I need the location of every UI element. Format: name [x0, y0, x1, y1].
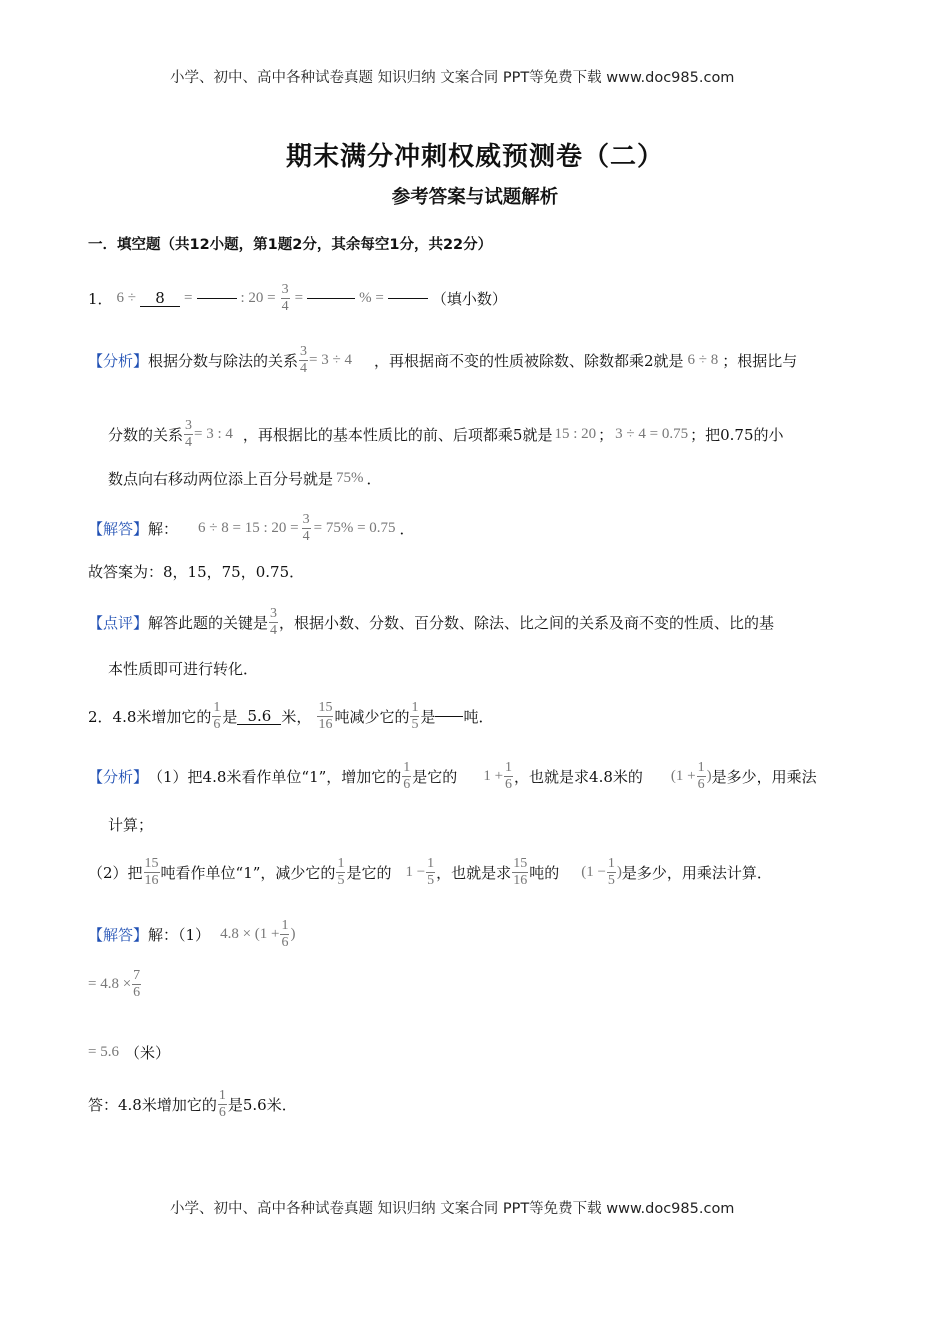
analysis-text: 是它的 — [346, 864, 392, 882]
fraction: $\frac{1}{5}$ — [607, 856, 615, 888]
solution-text: （米） — [124, 1044, 170, 1062]
fraction: $\frac{3}{4}$ — [281, 282, 289, 314]
q1-solution — [88, 512, 415, 545]
math-expression: % = — [359, 290, 384, 306]
page-footer: 小学、初中、高中各种试卷真题 知识归纳 文案合同 PPT等免费下载 www.doc985.com — [170, 1201, 735, 1217]
solution-tag: 【解答】 — [88, 520, 149, 538]
answer-blank — [435, 716, 463, 717]
question-text: 是 — [420, 708, 436, 726]
math-expression: = 3 ÷ 4 — [309, 352, 352, 368]
answer-text: 答：4.8米增加它的 — [88, 1096, 217, 1114]
answer-blank — [307, 298, 355, 299]
math-expression: (1 − — [581, 864, 606, 880]
analysis-text: ，也就是求4.8米的 — [514, 768, 643, 786]
q1-analysis-line-1 — [88, 344, 797, 377]
solution-text: 解：（1） — [148, 926, 211, 944]
fraction: $\frac{1}{6}$ — [697, 760, 705, 792]
math-expression: 75% — [336, 470, 364, 486]
math-expression: = 3 : 4 — [194, 426, 233, 442]
question-text: 是 — [222, 708, 238, 726]
question-text: 4.8米增加它的 — [112, 708, 212, 726]
math-expression: ) — [616, 864, 622, 880]
q1-answer: 故答案为：8，15，75，0.75． — [88, 563, 305, 581]
analysis-tag: 【分析】 — [88, 352, 149, 370]
page-subtitle: 参考答案与试题解析 — [391, 187, 559, 208]
math-expression: = — [294, 290, 304, 306]
question-text: 吨． — [463, 708, 494, 726]
fraction: $\frac{1}{6}$ — [281, 918, 289, 950]
question-1 — [88, 282, 507, 315]
answer-blank: 5.6 — [237, 708, 281, 725]
math-expression: (1 + — [670, 768, 696, 784]
question-number: 1． — [88, 290, 113, 308]
math-expression: = — [184, 290, 193, 306]
analysis-text: 是多少，用乘法计算． — [621, 864, 772, 882]
math-expression: 6 ÷ 8 — [687, 352, 719, 368]
math-expression: = 4.8 × — [88, 976, 132, 992]
math-expression: 15 : 20 — [554, 426, 597, 442]
q2-analysis-line-3 — [88, 856, 772, 889]
fraction: $\frac{15}{16}$ — [318, 700, 333, 732]
analysis-text: ，再根据比的基本性质比的前、后项都乘5就是 — [242, 426, 553, 444]
fraction: $\frac{15}{16}$ — [144, 856, 159, 888]
section-heading: 一．填空题（共12小题，第1题2分，其余每空1分，共22分） — [88, 237, 493, 253]
question-text: 吨减少它的 — [334, 708, 410, 726]
analysis-text: 是它的 — [412, 768, 458, 786]
analysis-text: ，也就是求 — [436, 864, 512, 882]
q2-solution-line-3 — [88, 1042, 170, 1063]
math-expression: 3 ÷ 4 = 0.75 — [615, 426, 689, 442]
fraction: $\frac{1}{5}$ — [411, 700, 419, 732]
fraction: $\frac{15}{16}$ — [513, 856, 528, 888]
analysis-text: 分数的关系 — [108, 426, 184, 444]
analysis-text: ． — [366, 470, 382, 488]
math-expression: = 5.6 — [88, 1044, 119, 1060]
answer-blank — [197, 298, 237, 299]
fraction: $\frac{1}{5}$ — [427, 856, 435, 888]
q2-analysis-line-1 — [88, 760, 817, 793]
solution-text: ． — [399, 520, 415, 538]
fraction: $\frac{3}{4}$ — [270, 606, 278, 638]
fraction: $\frac{1}{6}$ — [505, 760, 513, 792]
solution-text: 解： — [148, 520, 179, 538]
analysis-tag: 【分析】 — [88, 768, 149, 786]
question-number: 2． — [88, 708, 113, 726]
question-text: 米， — [281, 708, 312, 726]
question-2 — [88, 700, 493, 733]
math-expression: 6 ÷ 8 = 15 : 20 = — [198, 520, 299, 536]
fraction: $\frac{3}{4}$ — [302, 512, 310, 544]
q2-solution-line-2 — [88, 968, 142, 1001]
fraction: $\frac{1}{6}$ — [213, 700, 221, 732]
q1-analysis-line-2 — [108, 418, 784, 451]
page-title: 期末满分冲刺权威预测卷（二） — [285, 142, 664, 172]
page-header: 小学、初中、高中各种试卷真题 知识归纳 文案合同 PPT等免费下载 www.doc985.com — [170, 70, 735, 86]
q1-comment-line-1 — [88, 606, 774, 639]
comment-tag: 【点评】 — [88, 614, 149, 632]
analysis-text: 吨的 — [529, 864, 560, 882]
answer-blank: 8 — [140, 290, 180, 307]
comment-text: ，根据小数、分数、百分数、除法、比之间的关系及商不变的性质、比的基 — [279, 614, 775, 632]
math-expression: : 20 = — [240, 290, 276, 306]
analysis-text: ； — [598, 426, 614, 444]
fraction: $\frac{1}{6}$ — [403, 760, 411, 792]
math-expression: ) — [706, 768, 712, 784]
fraction: $\frac{1}{6}$ — [218, 1088, 226, 1120]
analysis-text: 根据分数与除法的关系 — [148, 352, 299, 370]
analysis-text: （2）把 — [88, 864, 143, 882]
fraction: $\frac{1}{5}$ — [337, 856, 345, 888]
q1-comment-line-2: 本性质即可进行转化． — [108, 660, 259, 678]
analysis-text: ；根据比与 — [722, 352, 798, 370]
analysis-text: 吨看作单位“1”，减少它的 — [160, 864, 336, 882]
solution-tag: 【解答】 — [88, 926, 149, 944]
fraction: $\frac{3}{4}$ — [185, 418, 193, 450]
q2-analysis-line-2: 计算； — [108, 816, 154, 834]
math-expression: = 75% = 0.75 — [313, 520, 396, 536]
q2-answer — [88, 1088, 297, 1121]
answer-blank — [388, 298, 428, 299]
math-expression: 4.8 × (1 + — [220, 926, 280, 942]
fill-note: （填小数） — [431, 290, 507, 308]
math-expression: 1 − — [405, 864, 426, 880]
analysis-text: ，再根据商不变的性质被除数、除数都乘2就是 — [373, 352, 684, 370]
q1-analysis-line-3 — [108, 468, 382, 489]
q2-solution-line-1 — [88, 918, 295, 951]
analysis-text: （1）把4.8米看作单位“1”，增加它的 — [148, 768, 402, 786]
analysis-text: ；把0.75的小 — [690, 426, 784, 444]
math-expression: ) — [290, 926, 296, 942]
analysis-text: 是多少，用乘法 — [711, 768, 817, 786]
analysis-text: 数点向右移动两位添上百分号就是 — [108, 470, 334, 488]
fraction: $\frac{3}{4}$ — [300, 344, 308, 376]
math-expression: 1 + — [483, 768, 504, 784]
fraction: $\frac{7}{6}$ — [133, 968, 141, 1000]
math-expression: 6 ÷ — [116, 290, 137, 306]
comment-text: 解答此题的关键是 — [148, 614, 269, 632]
answer-text: 是5.6米． — [227, 1096, 297, 1114]
